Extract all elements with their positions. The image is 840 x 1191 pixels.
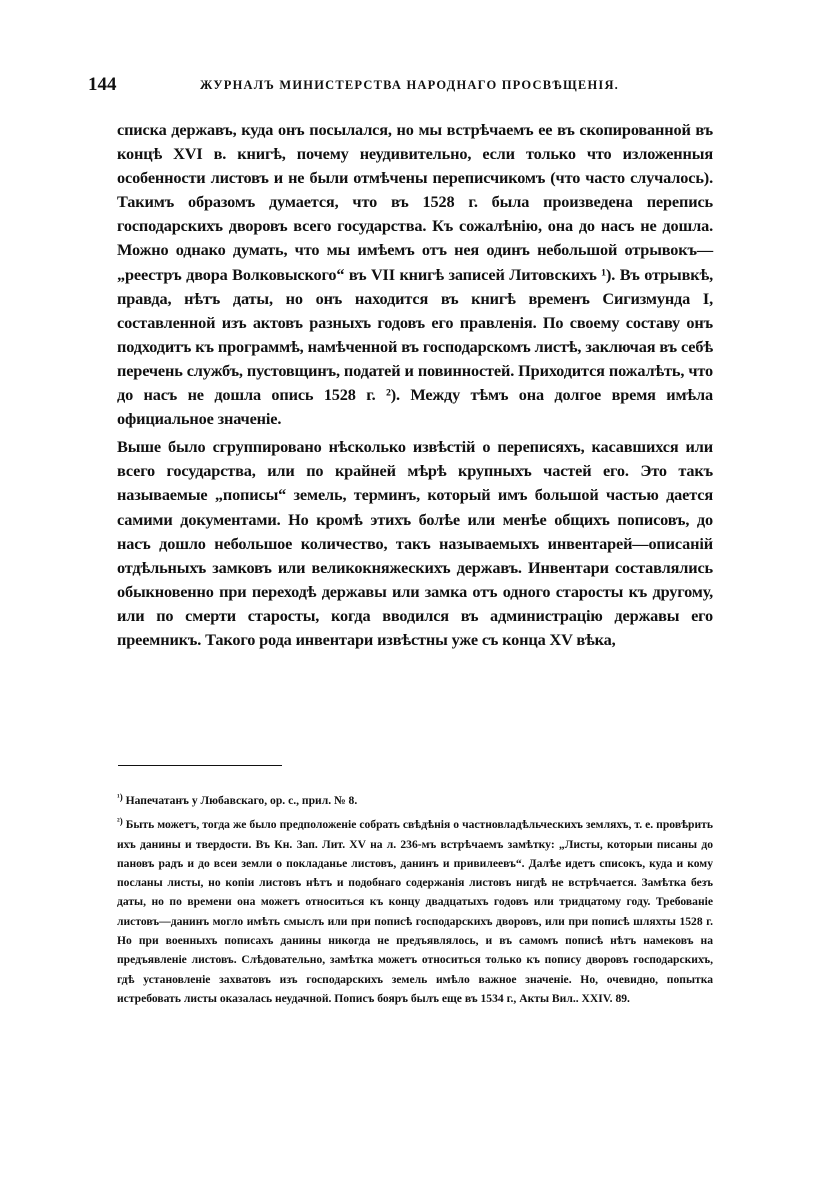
footnote-1 — [117, 788, 713, 810]
footnote-1-mark: ¹) — [117, 792, 123, 802]
running-title: ЖУРНАЛЪ МИНИСТЕРСТВА НАРОДНАГО ПРОСВѢЩЕНІЯ. — [200, 78, 619, 92]
footnote-2 — [117, 812, 713, 1008]
paragraph-2: Выше было сгруппировано нѣсколько извѣстій о переписяхъ, касавшихся или всего государства, или по крайней мѣрѣ крупныхъ частей его. Это такъ называемые „пописы“ земель, терминъ, который имъ большой частью дается самими документами. Но кромѣ этихъ болѣе или менѣе общихъ пописовъ, до насъ дошло небольшое количество, такъ называемыхъ инвентарей—описаній отдѣльныхъ замковъ или великокняжескихъ державъ. Инвентари составлялись обыкновенно при переходѣ державы или замка отъ одного старосты къ другому, или по смерти старосты, когда вводился въ администрацію державы его преемникъ. Такого рода инвентари извѣстны уже съ конца XV вѣка, — [117, 437, 713, 649]
page-header — [88, 74, 728, 98]
footnotes — [117, 788, 713, 1008]
paragraph-1: списка державъ, куда онъ посылался, но мы встрѣчаемъ ее въ скопированной въ концѣ XVI в. книгѣ, почему неудивительно, если только что изложенныя особенности листовъ и не были отмѣчены переписчикомъ (что часто случалось). Такимъ образомъ думается, что въ 1528 г. была произведена перепись господарскихъ дворовъ всего государства. Къ сожалѣнію, она до насъ не дошла. Можно однако думать, что мы имѣемъ отъ нея одинъ небольшой отрывокъ—„реестръ двора Волковыского“ въ VII книгѣ записей Литовскихъ ¹). Въ отрывкѣ, правда, нѣтъ даты, но онъ находится въ книгѣ временъ Сигизмунда I, составленной изъ актовъ разныхъ годовъ его правленія. По своему составу онъ подходитъ къ программѣ, намѣченной въ господарскомъ листѣ, заключая въ себѣ перечень службъ, пустовщинъ, податей и повинностей. Приходится пожалѣть, что до насъ не дошла опись 1528 г. ²). Между тѣмъ она долгое время имѣла официальное значеніе. — [117, 120, 713, 429]
footnote-separator — [118, 765, 282, 766]
footnote-2-mark: ²) — [117, 816, 123, 827]
page-number: 144 — [88, 74, 117, 95]
main-text — [117, 118, 713, 652]
footnote-2-text: Быть можетъ, тогда же было предположеніе собрать свѣдѣнія о частновладѣльческихъ земляхъ, т. е. провѣрить ихъ данины и твердости. Въ Кн. Зап. Лит. XV на л. 236-мъ встрѣчаемъ замѣтку: „Листы, которыи писаны до пановъ радъ и до всеи земли о покладанье листовъ, данинъ и привилеевъ“. Далѣе идетъ списокъ, куда и кому посланы листы, но копіи листовъ нѣтъ и подобнаго содержанія листовъ нигдѣ не встрѣчается. Замѣтка безъ даты, но по времени она можетъ относиться къ концу двадцатыхъ годовъ или тридцатому году. Требованіе листовъ—данинъ могло имѣть смыслъ или при пописѣ господарскихъ дворовъ, или при пописѣ шляхты 1528 г. Но при военныхъ пописахъ данины никогда не предъявлялось, и въ самомъ пописѣ нѣтъ намековъ на предъявленіе листовъ. Слѣдовательно, замѣтка можетъ относиться только къ попису дворовъ господарскихъ, гдѣ установленіе захватовъ изъ господарскихъ земель имѣло важное значеніе. Но, очевидно, попытка истребовать листы оказалась неудачной. Пописъ бояръ былъ еще въ 1534 г., Акты Вил.. XXIV. 89. — [117, 818, 713, 1005]
footnote-1-text: Напечатанъ у Любавскаго, ор. с., прил. № 8. — [125, 794, 358, 807]
